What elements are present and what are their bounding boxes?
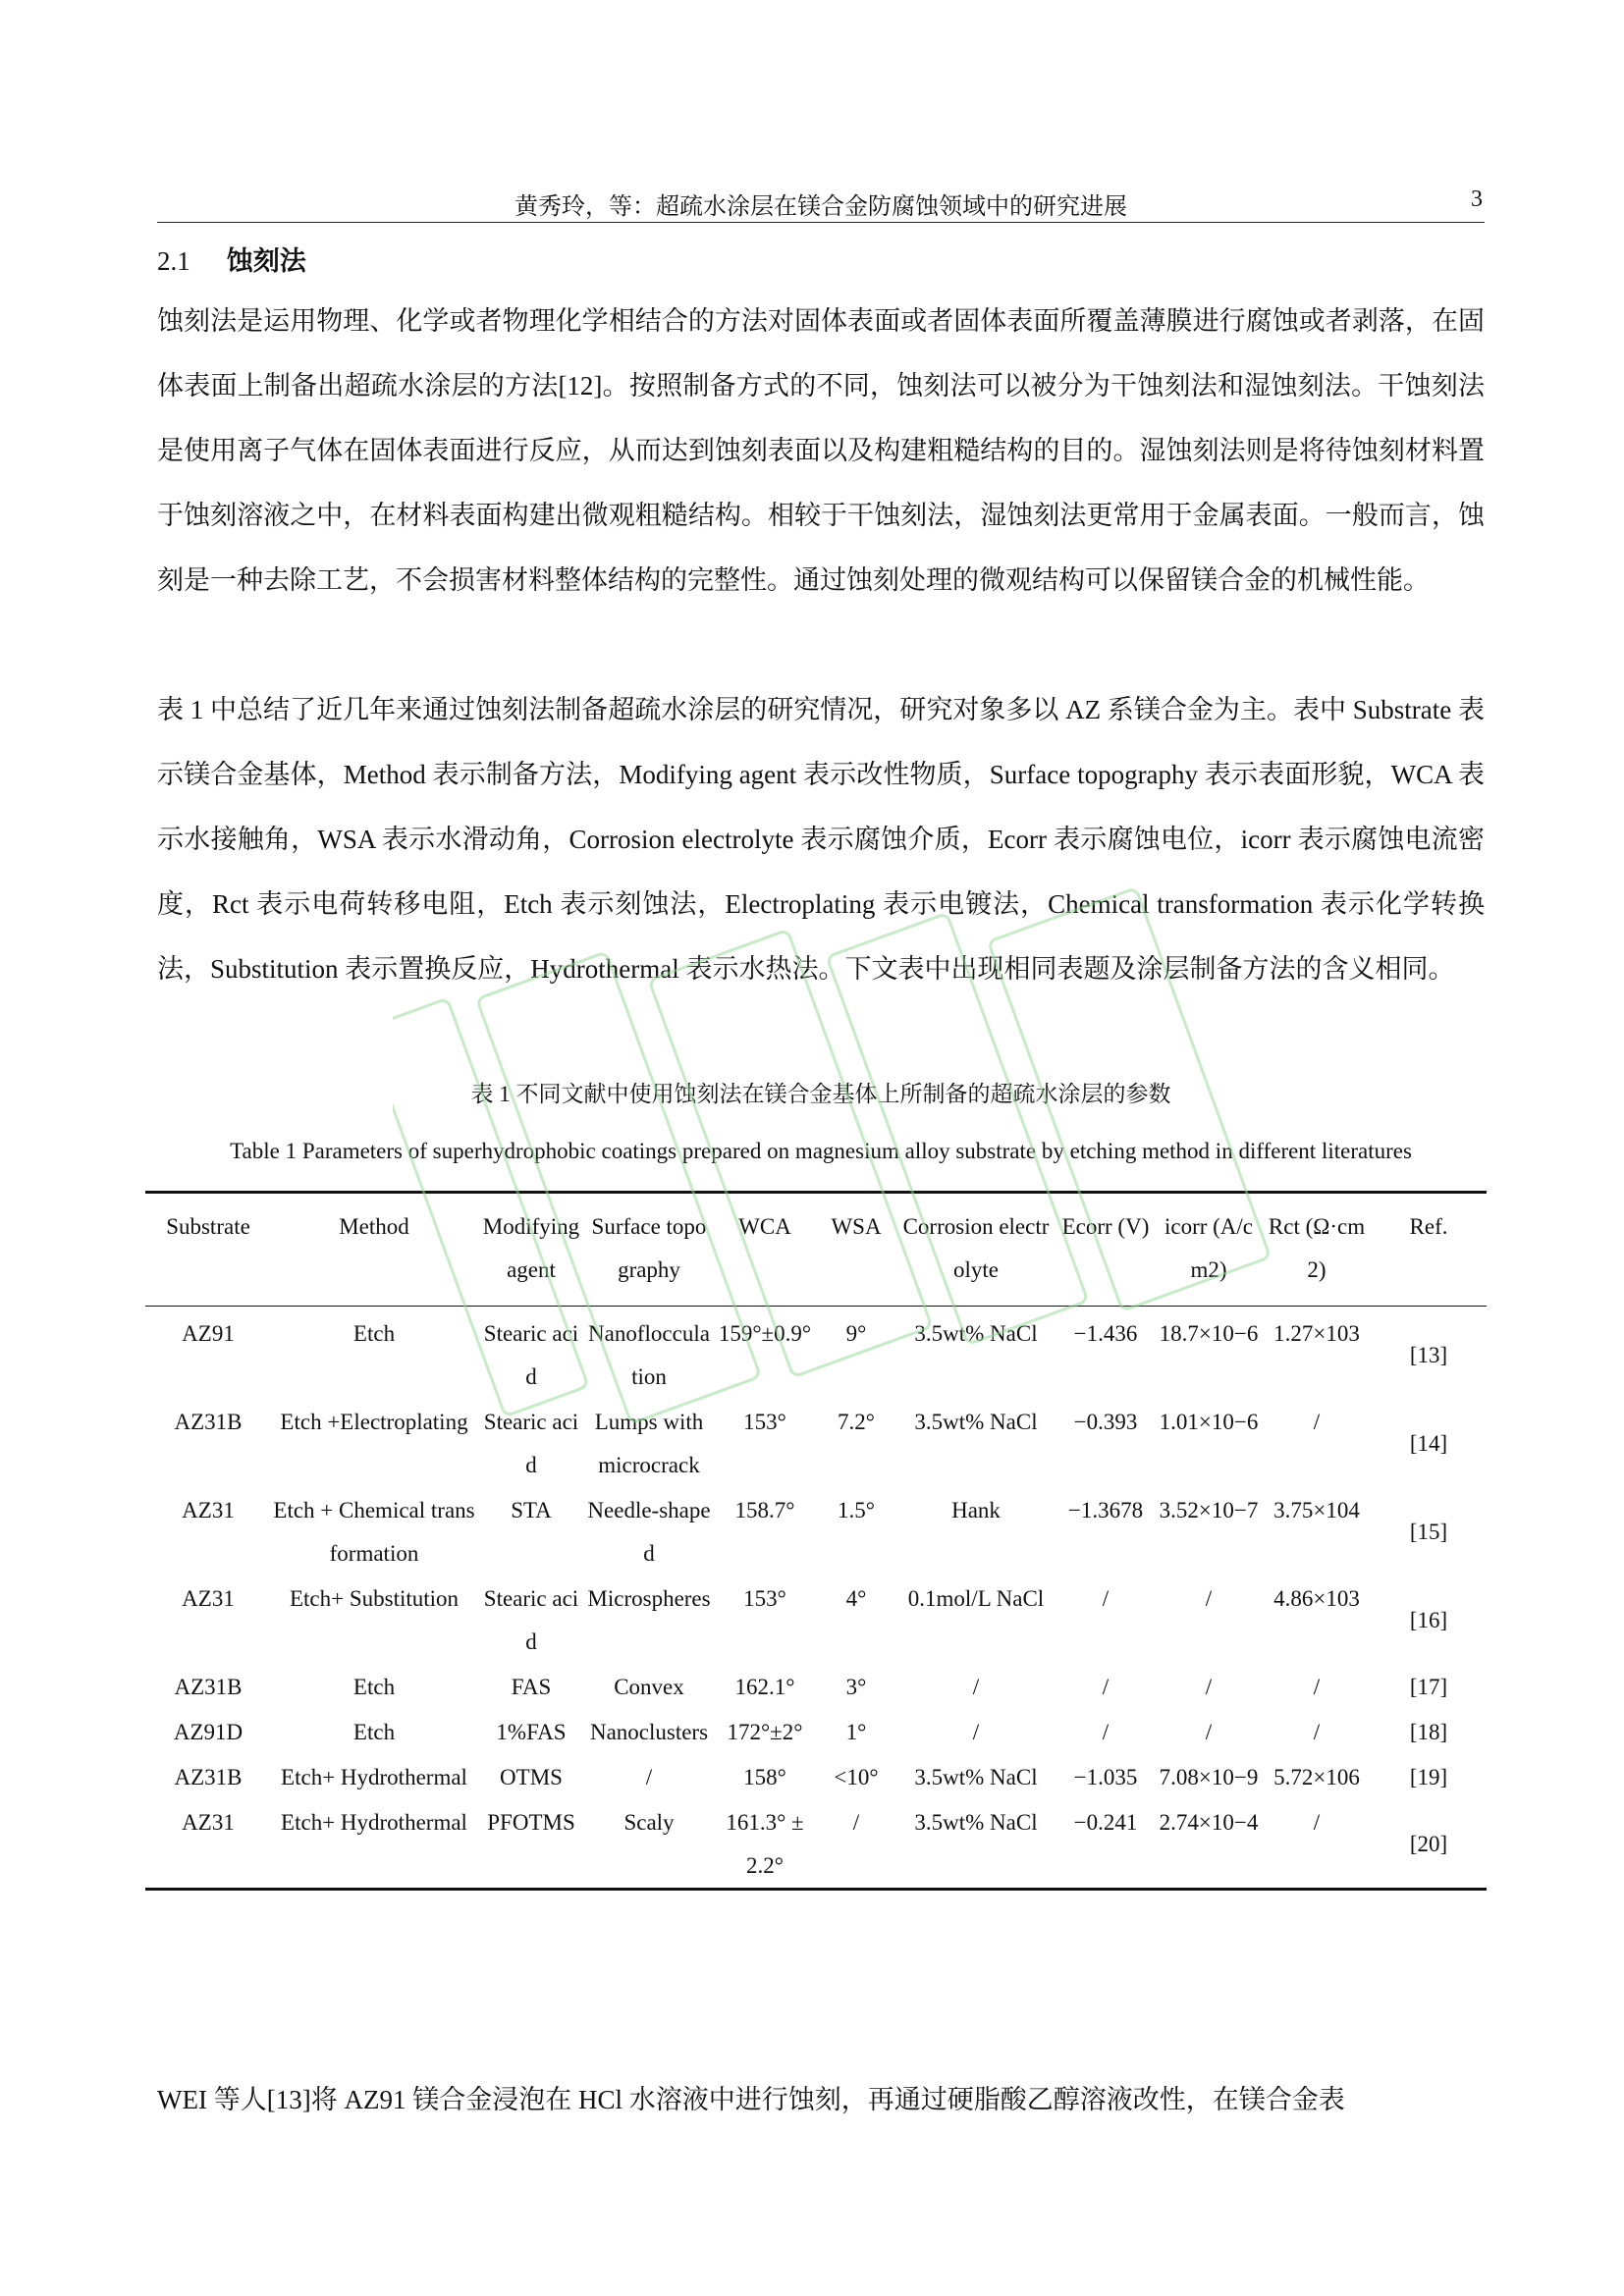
cell-ref: [20] — [1409, 1832, 1448, 1856]
cell-surface-topography: Lumps with microcrack — [594, 1410, 704, 1477]
cell-ref: [18] — [1409, 1720, 1448, 1744]
watermark-logo — [393, 883, 1276, 1571]
cell-surface-topography: Scaly — [623, 1810, 675, 1835]
cell-modifying-agent: OTMS — [500, 1765, 563, 1789]
section-title: 蚀刻法 — [226, 246, 306, 276]
header-icorr: icorr (A/cm2) — [1164, 1214, 1254, 1282]
cell-method: Etch+ Substitution — [289, 1586, 460, 1611]
header-modifying-agent: Modifying agent — [482, 1214, 580, 1282]
cell-wca: 159°±0.9° — [718, 1321, 812, 1346]
cell-wca: 158° — [743, 1765, 786, 1789]
cell-method: Etch + Chemical transformation — [273, 1498, 475, 1566]
cell-ref: [15] — [1409, 1520, 1448, 1544]
cell-surface-topography: / — [645, 1765, 653, 1789]
cell-rct: / — [1313, 1810, 1321, 1835]
cell-wsa: 7.2° — [838, 1410, 875, 1434]
cell-corrosion-electrolyte: Hank — [951, 1498, 1001, 1522]
cell-modifying-agent: STA — [511, 1498, 552, 1522]
running-head — [157, 187, 1485, 220]
cell-ecorr: −1.3678 — [1067, 1498, 1144, 1522]
cell-corrosion-electrolyte: 0.1mol/L NaCl — [907, 1586, 1045, 1611]
cell-ecorr: −0.393 — [1073, 1410, 1138, 1434]
header-ref: Ref. — [1409, 1214, 1448, 1239]
cell-surface-topography: Nanoclusters — [589, 1720, 709, 1744]
header-ecorr: Ecorr (V) — [1061, 1214, 1150, 1239]
cell-method: Etch+ Hydrothermal — [281, 1765, 467, 1789]
cell-modifying-agent: Stearic acid — [483, 1321, 579, 1389]
header-substrate: Substrate — [166, 1214, 250, 1239]
cell-ref: [17] — [1409, 1675, 1448, 1699]
cell-modifying-agent: PFOTMS — [487, 1810, 575, 1835]
cell-wsa: 1.5° — [838, 1498, 875, 1522]
section-number: 2.1 — [157, 246, 190, 276]
cell-substrate: AZ31B — [174, 1675, 243, 1699]
cell-substrate: AZ91D — [173, 1720, 244, 1744]
cell-ecorr: −1.035 — [1073, 1765, 1138, 1789]
cell-substrate: AZ31 — [182, 1586, 235, 1611]
cell-wsa: <10° — [834, 1765, 879, 1789]
cell-ref: [19] — [1409, 1765, 1448, 1789]
cell-rct: / — [1313, 1720, 1321, 1744]
cell-rct: / — [1313, 1675, 1321, 1699]
cell-modifying-agent: Stearic acid — [483, 1586, 579, 1654]
cell-method: Etch — [352, 1675, 396, 1699]
header-rule — [157, 222, 1485, 223]
cell-method: Etch+ Hydrothermal — [281, 1810, 467, 1835]
header-method: Method — [339, 1214, 409, 1239]
cell-wsa: / — [852, 1810, 860, 1835]
cell-rct: 4.86×103 — [1273, 1586, 1360, 1611]
header-wca: WCA — [738, 1214, 791, 1239]
cell-ecorr: −1.436 — [1073, 1321, 1138, 1346]
table-caption-en: Table 1 Parameters of superhydrophobic coatings prepared on magnesium alloy substrate by etching method in different literatures — [230, 1139, 1412, 1163]
cell-ecorr: / — [1102, 1675, 1110, 1699]
cell-wca: 158.7° — [734, 1498, 795, 1522]
cell-corrosion-electrolyte: / — [972, 1720, 980, 1744]
table-caption-cn: 表 1 不同文献中使用蚀刻法在镁合金基体上所制备的超疏水涂层的参数 — [470, 1082, 1171, 1106]
header-corrosion-electrolyte: Corrosion electrolyte — [902, 1214, 1050, 1282]
cell-rct: 5.72×106 — [1273, 1765, 1360, 1789]
paragraph-wei-study: WEI 等人[13]将 AZ91 镁合金浸泡在 HCl 水溶液中进行蚀刻，再通过硬脂酸乙醇溶液改性，在镁合金表 — [157, 2085, 1345, 2114]
cell-modifying-agent: FAS — [511, 1675, 552, 1699]
header-surface-topography: Surface topography — [591, 1214, 707, 1282]
cell-wca: 153° — [743, 1586, 786, 1611]
cell-substrate: AZ31 — [182, 1810, 235, 1835]
cell-icorr: 7.08×10−9 — [1159, 1765, 1259, 1789]
paragraph-etching-intro: 蚀刻法是运用物理、化学或者物理化学相结合的方法对固体表面或者固体表面所覆盖薄膜进行腐蚀或者剥落，在固体表面上制备出超疏水涂层的方法[12]。按照制备方式的不同，蚀刻法可以被分为干蚀刻法和湿蚀刻法。干蚀刻法是使用离子气体在固体表面进行反应，从而达到蚀刻表面以及构建粗糙结构的目的。湿蚀刻法则是将待蚀刻材料置于蚀刻溶液之中，在材料表面构建出微观粗糙结构。相较于干蚀刻法，湿蚀刻法更常用于金属表面。一般而言，蚀刻是一种去除工艺，不会损害材料整体结构的完整性。通过蚀刻处理的微观结构可以保留镁合金的机械性能。 — [157, 306, 1485, 595]
table-row — [145, 1709, 1487, 1754]
cell-icorr: 2.74×10−4 — [1159, 1810, 1259, 1835]
cell-corrosion-electrolyte: 3.5wt% NaCl — [914, 1410, 1038, 1434]
cell-ecorr: −0.241 — [1073, 1810, 1138, 1835]
cell-wsa: 9° — [845, 1321, 867, 1346]
cell-method: Etch — [352, 1321, 396, 1346]
cell-wca: 162.1° — [734, 1675, 795, 1699]
cell-corrosion-electrolyte: 3.5wt% NaCl — [914, 1765, 1038, 1789]
cell-rct: / — [1313, 1410, 1321, 1434]
cell-icorr: 18.7×10−6 — [1159, 1321, 1259, 1346]
cell-surface-topography: Nanoflocculation — [588, 1321, 710, 1389]
header-rct: Rct (Ω·cm2) — [1268, 1214, 1366, 1282]
cell-rct: 1.27×103 — [1273, 1321, 1360, 1346]
cell-surface-topography: Needle-shaped — [587, 1498, 711, 1566]
cell-substrate: AZ31 — [182, 1498, 235, 1522]
cell-icorr: 3.52×10−7 — [1159, 1498, 1259, 1522]
cell-ecorr: / — [1102, 1720, 1110, 1744]
section-heading — [157, 240, 306, 278]
cell-wsa: 3° — [845, 1675, 867, 1699]
cell-ref: [16] — [1409, 1608, 1448, 1632]
header-wsa: WSA — [831, 1214, 882, 1239]
cell-icorr: / — [1205, 1720, 1213, 1744]
table-row — [145, 1799, 1487, 1890]
cell-icorr: 1.01×10−6 — [1159, 1410, 1259, 1434]
cell-ref: [14] — [1409, 1431, 1448, 1456]
running-title: 黄秀玲，等：超疏水涂层在镁合金防腐蚀领域中的研究进展 — [514, 194, 1127, 220]
table-row — [145, 1754, 1487, 1799]
cell-substrate: AZ91 — [182, 1321, 235, 1346]
cell-wsa: 1° — [845, 1720, 867, 1744]
cell-corrosion-electrolyte: / — [972, 1675, 980, 1699]
cell-icorr: / — [1205, 1675, 1213, 1699]
cell-modifying-agent: 1%FAS — [496, 1720, 567, 1744]
page-number: 3 — [1471, 187, 1483, 212]
cell-wsa: 4° — [845, 1586, 867, 1611]
table-row — [145, 1575, 1487, 1664]
cell-ecorr: / — [1102, 1586, 1110, 1611]
cell-substrate: AZ31B — [174, 1410, 243, 1434]
cell-surface-topography: Convex — [614, 1675, 684, 1699]
cell-rct: 3.75×104 — [1273, 1498, 1360, 1522]
cell-wca: 161.3° ± 2.2° — [726, 1810, 804, 1878]
cell-corrosion-electrolyte: 3.5wt% NaCl — [914, 1810, 1038, 1835]
cell-surface-topography: Microspheres — [587, 1586, 711, 1611]
cell-method: Etch — [352, 1720, 396, 1744]
cell-corrosion-electrolyte: 3.5wt% NaCl — [914, 1321, 1038, 1346]
cell-ref: [13] — [1409, 1343, 1448, 1367]
cell-wca: 172°±2° — [727, 1720, 803, 1744]
cell-modifying-agent: Stearic acid — [483, 1410, 579, 1477]
cell-substrate: AZ31B — [174, 1765, 243, 1789]
table-row — [145, 1664, 1487, 1709]
cell-icorr: / — [1205, 1586, 1213, 1611]
cell-wca: 153° — [743, 1410, 786, 1434]
cell-method: Etch +Electroplating — [280, 1410, 468, 1434]
paragraph-table-summary: 表 1 中总结了近几年来通过蚀刻法制备超疏水涂层的研究情况，研究对象多以 AZ 系镁合金为主。表中 Substrate 表示镁合金基体，Method 表示制备方法，Modifying agent 表示改性物质，Surface topography 表示表面形貌，WCA 表示水接触角，WSA 表示水滑动角，Corrosion electrolyte 表示腐蚀介质，Ecorr 表示腐蚀电位，icorr 表示腐蚀电流密度，Rct 表示电荷转移电阻，Etch 表示刻蚀法，Electroplating 表示电镀法，Chemical transformation 表示化学转换法，Substitution 表示置换反应，Hydrothermal 表示水热法。下文表中出现相同表题及涂层制备方法的含义相同。 — [157, 695, 1485, 984]
